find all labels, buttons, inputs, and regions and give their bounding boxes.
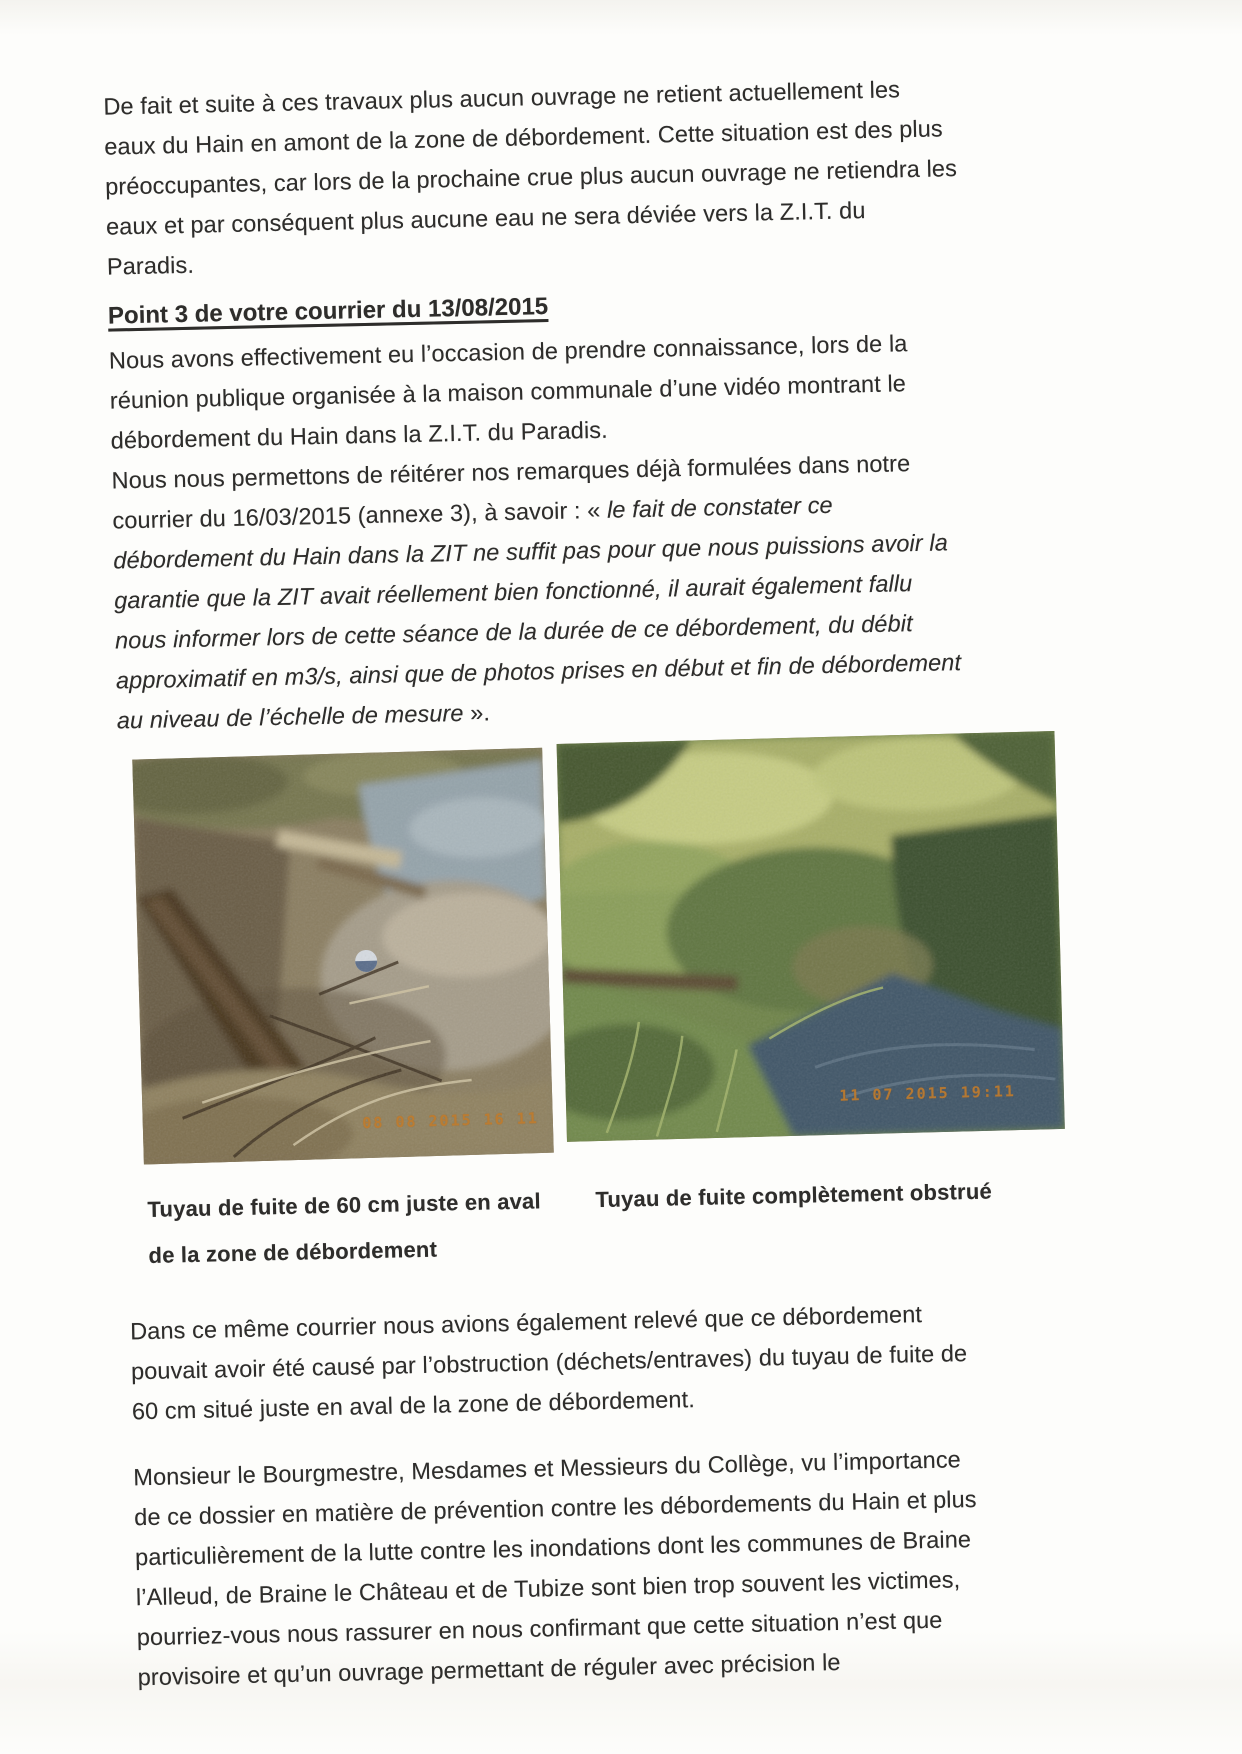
- caption-left: [143, 1178, 555, 1279]
- quote-closing-text: ».: [463, 699, 491, 726]
- paragraph-intro-travaux: De fait et suite à ces travaux plus aucun ouvrage ne retient actuellement les eaux du Hain en amont de la zone de débordement. Cette situation est des plus préoccupantes, car lors de la prochaine crue plus aucun ouvrage ne retiendra les eaux et par conséquent plus aucune eau ne sera déviée vers la Z.I.T. du Paradis.: [103, 76, 958, 280]
- photo-right-timestamp: 11 07 2015 19:11: [839, 1082, 1017, 1105]
- quote-intro-text: Nous nous permettons de réitérer nos remarques déjà formulées dans notre courrier du 16/03/2015 (annexe 3), à savoir : «: [111, 450, 911, 534]
- paragraph-reunion-publique: Nous avons effectivement eu l’occasion de prendre connaissance, lors de la réunion publique organisée à la maison communale d’une vidéo montrant le débordement du Hain dans la Z.I.T. du Paradis.: [108, 330, 908, 454]
- photo-figures-row: [134, 738, 1077, 1163]
- photo-pipe-downstream: [132, 748, 553, 1165]
- figure-right: [558, 738, 1065, 1154]
- photo-left-timestamp: 08 08 2015 16 11: [362, 1109, 540, 1133]
- photo-right-art: [557, 731, 1065, 1142]
- paragraph-meme-courrier: Dans ce même courrier nous avions également relevé que ce débordement pouvait avoir été causé par l’obstruction (déchets/entraves) du tuyau de fuite de 60 cm situé juste en aval de la zone de débordement.: [129, 1301, 968, 1425]
- photo-captions-row: [143, 1167, 1079, 1279]
- caption-left-line-2: de la zone de débordement: [148, 1236, 438, 1268]
- caption-left-line-1: Tuyau de fuite de 60 cm juste en aval: [147, 1188, 542, 1222]
- photo-left-art: [132, 748, 553, 1165]
- figure-left: [134, 749, 553, 1163]
- caption-right: [567, 1167, 1067, 1270]
- paragraph-bourgmestre: Monsieur le Bourgmestre, Mesdames et Messieurs du Collège, vu l’importance de ce dossier en matière de prévention contre les débordements du Hain et plus particulièrement de la lutte contre les inondations dont les communes de Braine l’Alleud, de Braine le Château et de Tubize sont bien trop souvent les victimes, pourriez-vous nous rassurer en nous confirmant que cette situation n’est que provisoire et qu’un ouvrage permettant de réguler avec précision le: [133, 1446, 977, 1691]
- paragraph-quote-courrier: [111, 442, 969, 741]
- section-heading-point-3: Point 3 de votre courrier du 13/08/2015: [107, 293, 549, 330]
- caption-right-line-1: Tuyau de fuite complètement obstrué: [595, 1178, 993, 1213]
- quote-italic-text: le fait de constater ce débordement du Hain dans la ZIT ne suffit pas pour que nous puissions avoir la garantie que la ZIT avait réellement bien fonctionné, il aurait également fallu nous informer lors de cette séance de la durée de ce débordement, du débit approximatif en m3/s, ainsi que de photos prises en début et fin de débordement au niveau de l’échelle de mesure: [113, 491, 962, 734]
- photo-pipe-obstructed: [557, 731, 1065, 1142]
- scan-content: [103, 66, 1088, 1697]
